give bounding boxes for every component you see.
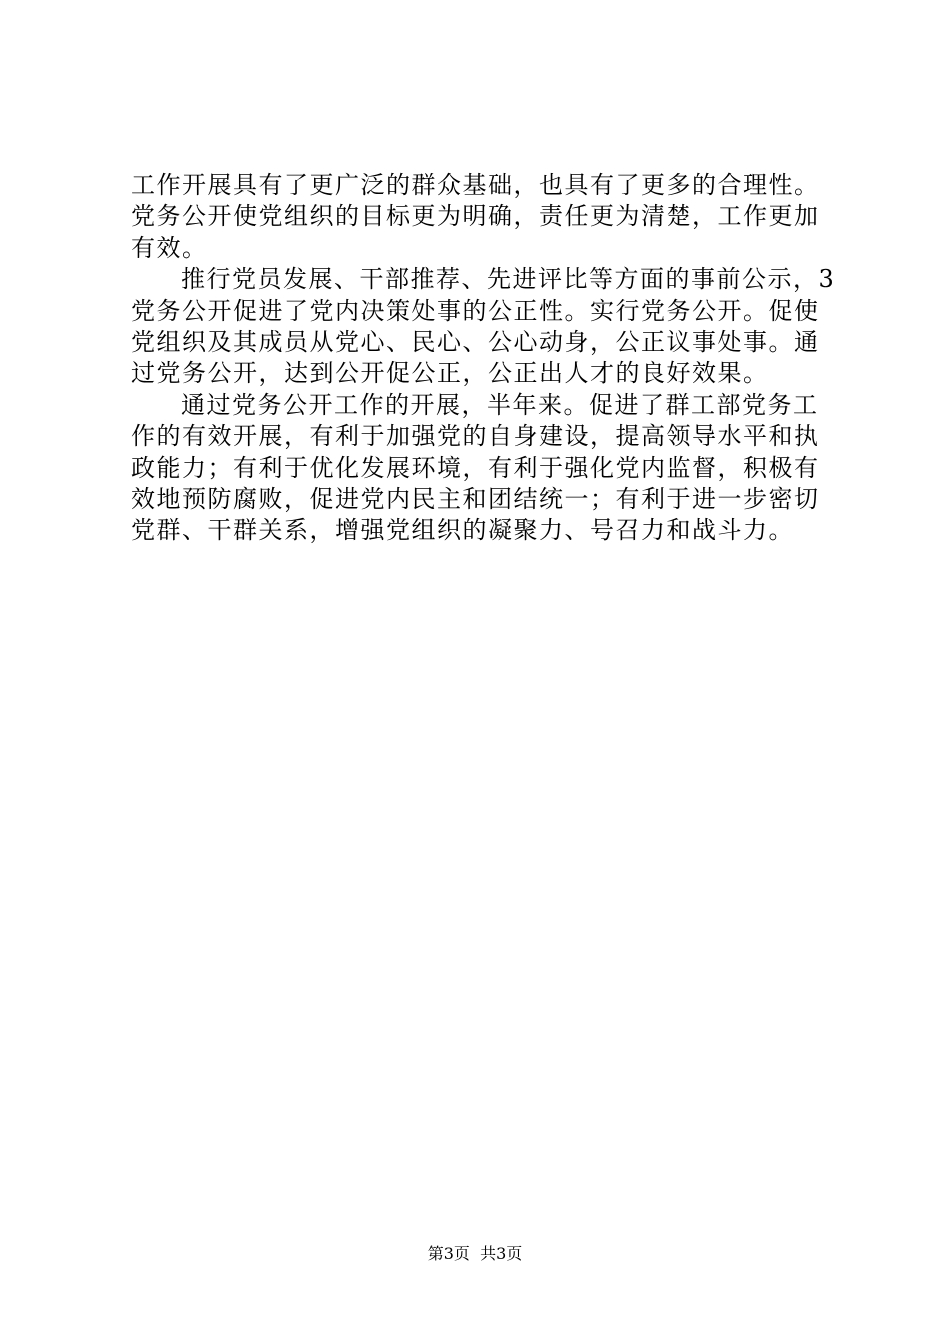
body-line: 工作开展具有了更广泛的群众基础，也具有了更多的合理性。 [131,171,820,199]
body-line: 效地预防腐败，促进党内民主和团结统一；有利于进一步密切 [131,484,820,513]
paragraph-first-line: 推行党员发展、干部推荐、先进评比等方面的事前公示，3 [181,265,836,294]
body-line: 党群、干群关系，增强党组织的凝聚力、号召力和战斗力。 [131,516,794,545]
body-line: 有效。 [131,233,208,262]
document-body [131,170,836,547]
body-line: 党务公开促进了党内决策处事的公正性。实行党务公开。促使 [131,296,820,325]
body-line: 党组织及其成员从党心、民心、公心动身，公正议事处事。通 [131,327,820,356]
body-line: 作的有效开展，有利于加强党的自身建设，提高领导水平和执 [131,422,820,451]
body-line: 过党务公开，达到公开促公正，公正出人才的良好效果。 [131,359,769,388]
body-line: 政能力；有利于优化发展环境，有利于强化党内监督，积极有 [131,453,820,482]
body-line: 党务公开使党组织的目标更为明确，责任更为清楚，工作更加 [131,202,820,231]
page-number-footer: 第3页 共3页 [427,1244,523,1263]
paragraph-first-line: 通过党务公开工作的开展，半年来。促进了群工部党务工 [181,390,819,419]
